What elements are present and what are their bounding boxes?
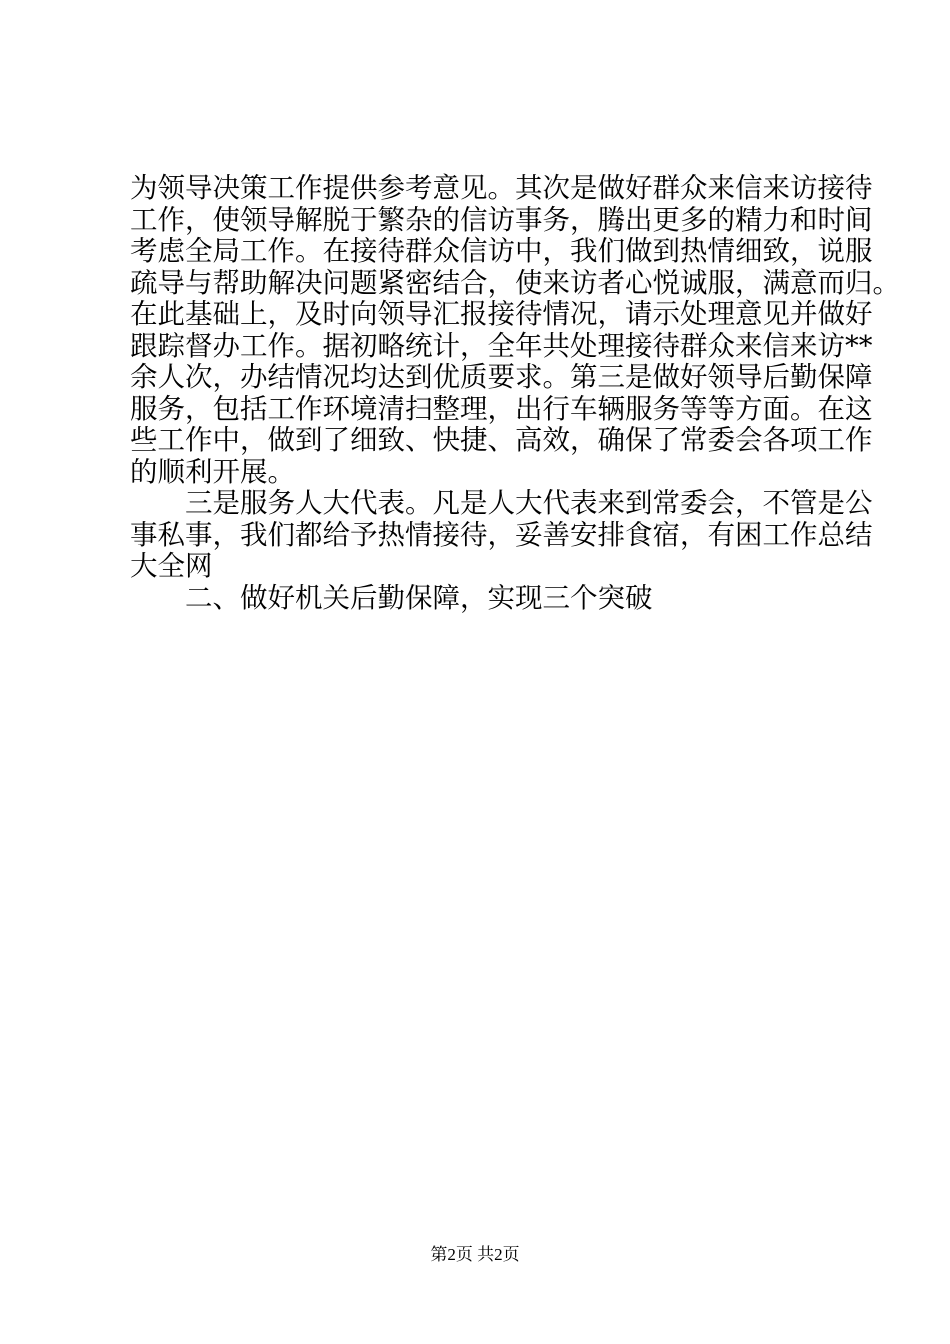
paragraph: [130, 487, 873, 583]
text-line: 跟踪督办工作。据初略统计，全年共处理接待群众来信来访**: [130, 329, 873, 362]
text-line: 疏导与帮助解决问题紧密结合，使来访者心悦诚服，满意而归。: [130, 266, 900, 299]
text-line: 的顺利开展。: [130, 455, 295, 488]
text-line: 服务，包括工作环境清扫整理，出行车辆服务等等方面。在这: [130, 392, 873, 425]
text-line: 在此基础上，及时向领导汇报接待情况，请示处理意见并做好: [130, 298, 873, 330]
text-line: 些工作中，做到了细致、快捷、高效，确保了常委会各项工作: [130, 424, 873, 456]
document-body: [130, 172, 900, 614]
section-heading: 二、做好机关后勤保障，实现三个突破: [185, 581, 653, 614]
text-line: 大全网: [130, 550, 213, 582]
text-line: 考虑全局工作。在接待群众信访中，我们做到热情细致，说服: [130, 235, 873, 267]
text-line: 三是服务人大代表。凡是人大代表来到常委会，不管是公: [185, 487, 873, 519]
text-line: 工作，使领导解脱于繁杂的信访事务，腾出更多的精力和时间: [130, 203, 873, 236]
page-number-footer: 第2页 共2页: [430, 1245, 520, 1264]
text-line: 余人次，办结情况均达到优质要求。第三是做好领导后勤保障: [130, 361, 873, 393]
text-line: 事私事，我们都给予热情接待，妥善安排食宿，有困工作总结: [130, 518, 873, 551]
paragraph: [130, 172, 900, 488]
text-line: 为领导决策工作提供参考意见。其次是做好群众来信来访接待: [130, 172, 873, 204]
